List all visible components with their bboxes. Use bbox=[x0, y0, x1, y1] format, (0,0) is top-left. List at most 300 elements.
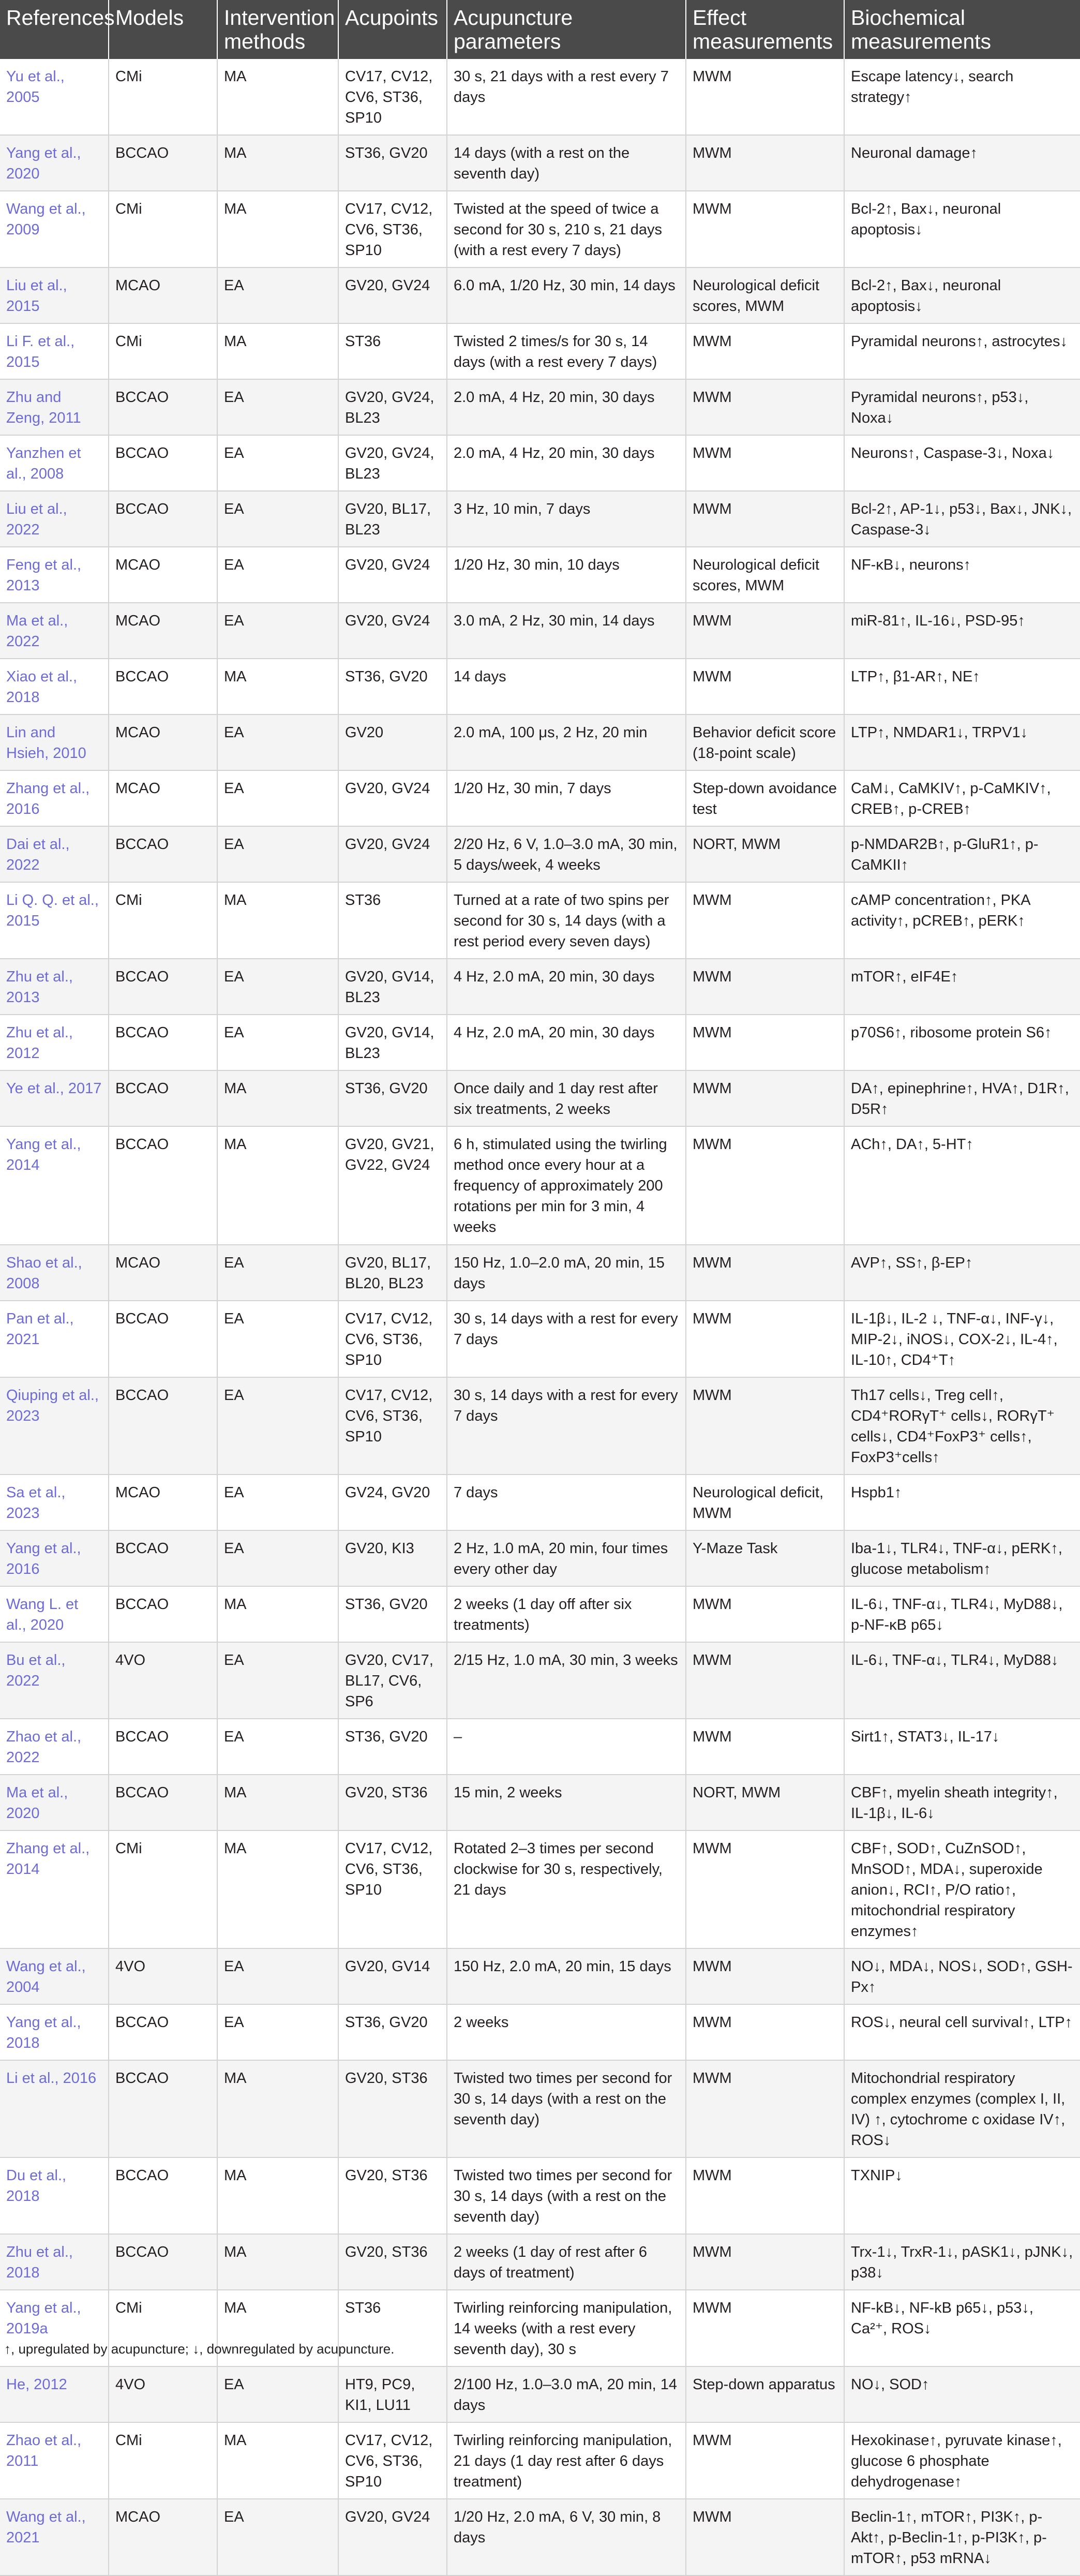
intervention-method-cell: EA bbox=[217, 1948, 338, 2004]
biochemical-measurements-cell: LTP↑, β1-AR↑, NE↑ bbox=[844, 659, 1080, 714]
effect-measurements-cell: MWM bbox=[686, 1301, 844, 1377]
intervention-method-cell: MA bbox=[217, 323, 338, 379]
reference-link[interactable]: Wang et al., 2004 bbox=[0, 1948, 109, 2004]
acupoints-cell: GV20, CV17, BL17, CV6, SP6 bbox=[338, 1642, 447, 1719]
effect-measurements-cell: MWM bbox=[686, 379, 844, 435]
acupuncture-parameters-cell: 2 weeks bbox=[447, 2004, 686, 2060]
reference-link[interactable]: Li Q. Q. et al., 2015 bbox=[0, 882, 109, 959]
table-row bbox=[0, 323, 1080, 379]
effect-measurements-cell: MWM bbox=[686, 2060, 844, 2157]
reference-link[interactable]: Zhang et al., 2016 bbox=[0, 770, 109, 826]
intervention-method-cell: EA bbox=[217, 1642, 338, 1719]
intervention-method-cell: MA bbox=[217, 2234, 338, 2290]
model-cell: BCCAO bbox=[109, 1775, 217, 1830]
biochemical-measurements-cell: Pyramidal neurons↑, p53↓, Noxa↓ bbox=[844, 379, 1080, 435]
table-row bbox=[0, 2157, 1080, 2234]
acupoints-cell: ST36, GV20 bbox=[338, 1719, 447, 1775]
reference-link[interactable]: Yang et al., 2014 bbox=[0, 1126, 109, 1244]
reference-link[interactable]: Ye et al., 2017 bbox=[0, 1070, 109, 1126]
intervention-method-cell: MA bbox=[217, 191, 338, 267]
model-cell: MCAO bbox=[109, 1245, 217, 1301]
effect-measurements-cell: MWM bbox=[686, 2422, 844, 2499]
effect-measurements-cell: Step-down apparatus bbox=[686, 2366, 844, 2422]
model-cell: BCCAO bbox=[109, 379, 217, 435]
reference-link[interactable]: Pan et al., 2021 bbox=[0, 1301, 109, 1377]
table-row bbox=[0, 2366, 1080, 2422]
table-row bbox=[0, 2060, 1080, 2157]
biochemical-measurements-cell: CaM↓, CaMKIV↑, p-CaMKIV↑, CREB↑, p-CREB↑ bbox=[844, 770, 1080, 826]
acupoints-cell: GV20, GV24 bbox=[338, 547, 447, 603]
effect-measurements-cell: MWM bbox=[686, 191, 844, 267]
model-cell: MCAO bbox=[109, 2499, 217, 2575]
acupoints-cell: GV20, KI3 bbox=[338, 1530, 447, 1586]
model-cell: BCCAO bbox=[109, 1070, 217, 1126]
acupuncture-parameters-cell: Rotated 2–3 times per second clockwise for 30 s, respectively, 21 days bbox=[447, 1830, 686, 1948]
acupuncture-parameters-cell: 1/20 Hz, 30 min, 10 days bbox=[447, 547, 686, 603]
acupuncture-parameters-cell: 2 weeks (1 day off after six treatments) bbox=[447, 1586, 686, 1642]
biochemical-measurements-cell: Hexokinase↑, pyruvate kinase↑, glucose 6 phosphate dehydrogenase↑ bbox=[844, 2422, 1080, 2499]
model-cell: BCCAO bbox=[109, 435, 217, 491]
model-cell: BCCAO bbox=[109, 2157, 217, 2234]
intervention-method-cell: EA bbox=[217, 770, 338, 826]
acupoints-cell: CV17, CV12, CV6, ST36, SP10 bbox=[338, 1301, 447, 1377]
reference-link[interactable]: Zhao et al., 2011 bbox=[0, 2422, 109, 2499]
table-row bbox=[0, 603, 1080, 659]
acupoints-cell: GV20, ST36 bbox=[338, 1775, 447, 1830]
intervention-method-cell: MA bbox=[217, 1070, 338, 1126]
table-header bbox=[0, 0, 1080, 59]
acupuncture-parameters-cell: 2/20 Hz, 6 V, 1.0–3.0 mA, 30 min, 5 days/week, 4 weeks bbox=[447, 826, 686, 882]
biochemical-measurements-cell: CBF↑, myelin sheath integrity↑, IL-1β↓, IL-6↓ bbox=[844, 1775, 1080, 1830]
table-row bbox=[0, 1301, 1080, 1377]
effect-measurements-cell: MWM bbox=[686, 1126, 844, 1244]
table-row bbox=[0, 1530, 1080, 1586]
intervention-method-cell: MA bbox=[217, 135, 338, 191]
biochemical-measurements-cell: Th17 cells↓, Treg cell↑, CD4⁺RORγT⁺ cells↓, RORγT⁺ cells↓, CD4⁺FoxP3⁺ cells↑, FoxP3⁺cells↑ bbox=[844, 1377, 1080, 1475]
acupuncture-parameters-cell: Once daily and 1 day rest after six treatments, 2 weeks bbox=[447, 1070, 686, 1126]
effect-measurements-cell: MWM bbox=[686, 59, 844, 135]
effect-measurements-cell: MWM bbox=[686, 1830, 844, 1948]
model-cell: BCCAO bbox=[109, 1530, 217, 1586]
table-row bbox=[0, 882, 1080, 959]
effect-measurements-cell: MWM bbox=[686, 1015, 844, 1070]
table-row bbox=[0, 1245, 1080, 1301]
intervention-method-cell: EA bbox=[217, 491, 338, 547]
intervention-method-cell: EA bbox=[217, 1301, 338, 1377]
effect-measurements-cell: MWM bbox=[686, 135, 844, 191]
reference-link[interactable]: Yang et al., 2020 bbox=[0, 135, 109, 191]
table-row bbox=[0, 1475, 1080, 1530]
acupuncture-parameters-cell: 7 days bbox=[447, 1475, 686, 1530]
acupoints-cell: GV20, GV24 bbox=[338, 267, 447, 323]
biochemical-measurements-cell: ROS↓, neural cell survival↑, LTP↑ bbox=[844, 2004, 1080, 2060]
biochemical-measurements-cell: Bcl-2↑, AP-1↓, p53↓, Bax↓, JNK↓, Caspase-3↓ bbox=[844, 491, 1080, 547]
table-row bbox=[0, 1719, 1080, 1775]
effect-measurements-cell: MWM bbox=[686, 1719, 844, 1775]
reference-link[interactable]: Wang L. et al., 2020 bbox=[0, 1586, 109, 1642]
biochemical-measurements-cell: ACh↑, DA↑, 5-HT↑ bbox=[844, 1126, 1080, 1244]
biochemical-measurements-cell: Mitochondrial respiratory complex enzymes (complex I, II, IV) ↑, cytochrome c oxidase IV↑, ROS↓ bbox=[844, 2060, 1080, 2157]
acupuncture-parameters-cell: 2 weeks (1 day of rest after 6 days of treatment) bbox=[447, 2234, 686, 2290]
biochemical-measurements-cell: NO↓, MDA↓, NOS↓, SOD↑, GSH-Px↑ bbox=[844, 1948, 1080, 2004]
model-cell: BCCAO bbox=[109, 2060, 217, 2157]
intervention-method-cell: MA bbox=[217, 2422, 338, 2499]
table-row bbox=[0, 826, 1080, 882]
intervention-method-cell: EA bbox=[217, 1015, 338, 1070]
reference-link[interactable]: Sa et al., 2023 bbox=[0, 1475, 109, 1530]
model-cell: BCCAO bbox=[109, 959, 217, 1015]
effect-measurements-cell: MWM bbox=[686, 2234, 844, 2290]
acupoints-cell: ST36, GV20 bbox=[338, 659, 447, 714]
reference-link[interactable]: Zhu et al., 2012 bbox=[0, 1015, 109, 1070]
biochemical-measurements-cell: NF-κB↓, neurons↑ bbox=[844, 547, 1080, 603]
acupuncture-parameters-cell: 30 s, 21 days with a rest every 7 days bbox=[447, 59, 686, 135]
table-row bbox=[0, 59, 1080, 135]
acupuncture-parameters-cell: Twisted two times per second for 30 s, 14 days (with a rest on the seventh day) bbox=[447, 2060, 686, 2157]
reference-link[interactable]: Ma et al., 2022 bbox=[0, 603, 109, 659]
model-cell: BCCAO bbox=[109, 1015, 217, 1070]
effect-measurements-cell: Neurological deficit, MWM bbox=[686, 1475, 844, 1530]
model-cell: BCCAO bbox=[109, 826, 217, 882]
model-cell: CMi bbox=[109, 2422, 217, 2499]
intervention-method-cell: EA bbox=[217, 603, 338, 659]
acupoints-cell: GV20, ST36 bbox=[338, 2157, 447, 2234]
acupoints-cell: CV17, CV12, CV6, ST36, SP10 bbox=[338, 1830, 447, 1948]
table-row bbox=[0, 379, 1080, 435]
acupoints-cell: GV20, BL17, BL20, BL23 bbox=[338, 1245, 447, 1301]
reference-link[interactable]: Xiao et al., 2018 bbox=[0, 659, 109, 714]
effect-measurements-cell: MWM bbox=[686, 2290, 844, 2366]
model-cell: BCCAO bbox=[109, 1719, 217, 1775]
intervention-method-cell: EA bbox=[217, 547, 338, 603]
intervention-method-cell: MA bbox=[217, 2060, 338, 2157]
biochemical-measurements-cell: Sirt1↑, STAT3↓, IL-17↓ bbox=[844, 1719, 1080, 1775]
effect-measurements-cell: Neurological deficit scores, MWM bbox=[686, 267, 844, 323]
effect-measurements-cell: MWM bbox=[686, 1070, 844, 1126]
model-cell: CMi bbox=[109, 191, 217, 267]
biochemical-measurements-cell: Pyramidal neurons↑, astrocytes↓ bbox=[844, 323, 1080, 379]
acupoints-cell: GV20, ST36 bbox=[338, 2060, 447, 2157]
effect-measurements-cell: MWM bbox=[686, 2157, 844, 2234]
acupoints-cell: GV20, BL17, BL23 bbox=[338, 491, 447, 547]
table-row bbox=[0, 1830, 1080, 1948]
acupuncture-parameters-cell: 2.0 mA, 4 Hz, 20 min, 30 days bbox=[447, 379, 686, 435]
acupoints-cell: GV20, GV24 bbox=[338, 826, 447, 882]
model-cell: MCAO bbox=[109, 714, 217, 770]
acupoints-cell: GV20, GV21, GV22, GV24 bbox=[338, 1126, 447, 1244]
effect-measurements-cell: MWM bbox=[686, 2004, 844, 2060]
effect-measurements-cell: MWM bbox=[686, 1948, 844, 2004]
effect-measurements-cell: MWM bbox=[686, 323, 844, 379]
biochemical-measurements-cell: IL-6↓, TNF-α↓, TLR4↓, MyD88↓, p-NF-κB p65↓ bbox=[844, 1586, 1080, 1642]
effect-measurements-cell: Neurological deficit scores, MWM bbox=[686, 547, 844, 603]
acupuncture-parameters-cell: 6 h, stimulated using the twirling method once every hour at a frequency of approximately 200 rotations per min for 3 min, 4 weeks bbox=[447, 1126, 686, 1244]
acupoints-cell: GV20, ST36 bbox=[338, 2234, 447, 2290]
effect-measurements-cell: MWM bbox=[686, 1245, 844, 1301]
reference-link[interactable]: Yanzhen et al., 2008 bbox=[0, 435, 109, 491]
intervention-method-cell: MA bbox=[217, 1830, 338, 1948]
intervention-method-cell: MA bbox=[217, 1126, 338, 1244]
biochemical-measurements-cell: Iba-1↓, TLR4↓, TNF-α↓, pERK↑, glucose metabolism↑ bbox=[844, 1530, 1080, 1586]
reference-link[interactable]: Yang et al., 2016 bbox=[0, 1530, 109, 1586]
acupuncture-parameters-cell: Twisted at the speed of twice a second for 30 s, 210 s, 21 days (with a rest every 7 days) bbox=[447, 191, 686, 267]
reference-link[interactable]: Liu et al., 2022 bbox=[0, 491, 109, 547]
acupuncture-parameters-cell: 1/20 Hz, 30 min, 7 days bbox=[447, 770, 686, 826]
reference-link[interactable]: He, 2012 bbox=[0, 2366, 109, 2422]
acupuncture-parameters-cell: Twisted two times per second for 30 s, 14 days (with a rest on the seventh day) bbox=[447, 2157, 686, 2234]
acupoints-cell: ST36, GV20 bbox=[338, 1586, 447, 1642]
effect-measurements-cell: MWM bbox=[686, 1377, 844, 1475]
table-footnote: ↑, upregulated by acupuncture; ↓, downregulated by acupuncture. bbox=[4, 2341, 395, 2357]
biochemical-measurements-cell: Neuronal damage↑ bbox=[844, 135, 1080, 191]
reference-link[interactable]: Dai et al., 2022 bbox=[0, 826, 109, 882]
acupoints-cell: CV17, CV12, CV6, ST36, SP10 bbox=[338, 1377, 447, 1475]
effect-measurements-cell: MWM bbox=[686, 1586, 844, 1642]
biochemical-measurements-cell: Bcl-2↑, Bax↓, neuronal apoptosis↓ bbox=[844, 267, 1080, 323]
model-cell: MCAO bbox=[109, 547, 217, 603]
header-biochemical-measurements: Biochemical measurements bbox=[844, 0, 1080, 59]
reference-link[interactable]: Feng et al., 2013 bbox=[0, 547, 109, 603]
acupoints-cell: CV17, CV12, CV6, ST36, SP10 bbox=[338, 59, 447, 135]
biochemical-measurements-cell: p-NMDAR2B↑, p-GluR1↑, p-CaMKII↑ bbox=[844, 826, 1080, 882]
biochemical-measurements-cell: IL-6↓, TNF-α↓, TLR4↓, MyD88↓ bbox=[844, 1642, 1080, 1719]
reference-link[interactable]: Zhu and Zeng, 2011 bbox=[0, 379, 109, 435]
intervention-method-cell: EA bbox=[217, 959, 338, 1015]
intervention-method-cell: MA bbox=[217, 659, 338, 714]
model-cell: MCAO bbox=[109, 603, 217, 659]
model-cell: BCCAO bbox=[109, 2234, 217, 2290]
table-row bbox=[0, 435, 1080, 491]
model-cell: BCCAO bbox=[109, 135, 217, 191]
model-cell: BCCAO bbox=[109, 1301, 217, 1377]
table-row bbox=[0, 547, 1080, 603]
table-row bbox=[0, 135, 1080, 191]
model-cell: 4VO bbox=[109, 1642, 217, 1719]
reference-link[interactable]: Li et al., 2016 bbox=[0, 2060, 109, 2157]
acupuncture-parameters-cell: Twirling reinforcing manipulation, 21 days (1 day rest after 6 days treatment) bbox=[447, 2422, 686, 2499]
acupuncture-parameters-cell: 6.0 mA, 1/20 Hz, 30 min, 14 days bbox=[447, 267, 686, 323]
acupoints-cell: ST36, GV20 bbox=[338, 135, 447, 191]
reference-link[interactable]: Wang et al., 2021 bbox=[0, 2499, 109, 2575]
acupoints-cell: GV20, GV24, BL23 bbox=[338, 379, 447, 435]
table-row bbox=[0, 1586, 1080, 1642]
intervention-method-cell: MA bbox=[217, 2290, 338, 2366]
model-cell: MCAO bbox=[109, 267, 217, 323]
intervention-method-cell: EA bbox=[217, 826, 338, 882]
acupoints-cell: CV17, CV12, CV6, ST36, SP10 bbox=[338, 2422, 447, 2499]
reference-link[interactable]: Yu et al., 2005 bbox=[0, 59, 109, 135]
reference-link[interactable]: Qiuping et al., 2023 bbox=[0, 1377, 109, 1475]
table-row bbox=[0, 2004, 1080, 2060]
biochemical-measurements-cell: DA↑, epinephrine↑, HVA↑, D1R↑, D5R↑ bbox=[844, 1070, 1080, 1126]
reference-link[interactable]: Du et al., 2018 bbox=[0, 2157, 109, 2234]
intervention-method-cell: EA bbox=[217, 714, 338, 770]
acupuncture-parameters-cell: Twirling reinforcing manipulation, 14 weeks (with a rest every seventh day), 30 s bbox=[447, 2290, 686, 2366]
acupoints-cell: GV20, GV24 bbox=[338, 770, 447, 826]
table-row bbox=[0, 491, 1080, 547]
intervention-method-cell: MA bbox=[217, 2157, 338, 2234]
acupoints-cell: ST36 bbox=[338, 323, 447, 379]
intervention-method-cell: EA bbox=[217, 435, 338, 491]
model-cell: BCCAO bbox=[109, 659, 217, 714]
intervention-method-cell: EA bbox=[217, 1377, 338, 1475]
biochemical-measurements-cell: NO↓, SOD↑ bbox=[844, 2366, 1080, 2422]
reference-link[interactable]: Zhang et al., 2014 bbox=[0, 1830, 109, 1948]
model-cell: BCCAO bbox=[109, 1126, 217, 1244]
intervention-method-cell: EA bbox=[217, 267, 338, 323]
reference-link[interactable]: Yang et al., 2019a bbox=[0, 2290, 109, 2366]
effect-measurements-cell: MWM bbox=[686, 435, 844, 491]
effect-measurements-cell: MWM bbox=[686, 491, 844, 547]
biochemical-measurements-cell: CBF↑, SOD↑, CuZnSOD↑, MnSOD↑, MDA↓, superoxide anion↓, RCI↑, P/O ratio↑, mitochondrial respiratory enzymes↑ bbox=[844, 1830, 1080, 1948]
acupoints-cell: ST36, GV20 bbox=[338, 1070, 447, 1126]
acupuncture-parameters-cell: 2/100 Hz, 1.0–3.0 mA, 20 min, 14 days bbox=[447, 2366, 686, 2422]
model-cell: BCCAO bbox=[109, 1377, 217, 1475]
table-row bbox=[0, 959, 1080, 1015]
intervention-method-cell: MA bbox=[217, 1775, 338, 1830]
biochemical-measurements-cell: miR-81↑, IL-16↓, PSD-95↑ bbox=[844, 603, 1080, 659]
intervention-method-cell: EA bbox=[217, 1719, 338, 1775]
acupuncture-parameters-cell: 3 Hz, 10 min, 7 days bbox=[447, 491, 686, 547]
acupuncture-parameters-cell: 3.0 mA, 2 Hz, 30 min, 14 days bbox=[447, 603, 686, 659]
biochemical-measurements-cell: AVP↑, SS↑, β-EP↑ bbox=[844, 1245, 1080, 1301]
acupuncture-parameters-cell: 2.0 mA, 4 Hz, 20 min, 30 days bbox=[447, 435, 686, 491]
acupoints-cell: GV20, GV14, BL23 bbox=[338, 1015, 447, 1070]
biochemical-measurements-cell: IL-1β↓, IL-2 ↓, TNF-α↓, INF-γ↓, MIP-2↓, iNOS↓, COX-2↓, IL-4↑, IL-10↑, CD4⁺T↑ bbox=[844, 1301, 1080, 1377]
reference-link[interactable]: Zhao et al., 2022 bbox=[0, 1719, 109, 1775]
table-row bbox=[0, 2499, 1080, 2575]
biochemical-measurements-cell: Bcl-2↑, Bax↓, neuronal apoptosis↓ bbox=[844, 191, 1080, 267]
model-cell: 4VO bbox=[109, 2366, 217, 2422]
acupoints-cell: ST36 bbox=[338, 2290, 447, 2366]
acupoints-cell: HT9, PC9, KI1, LU11 bbox=[338, 2366, 447, 2422]
reference-link[interactable]: Lin and Hsieh, 2010 bbox=[0, 714, 109, 770]
model-cell: CMi bbox=[109, 323, 217, 379]
acupuncture-parameters-cell: 2.0 mA, 100 μs, 2 Hz, 20 min bbox=[447, 714, 686, 770]
model-cell: 4VO bbox=[109, 1948, 217, 2004]
acupoints-cell: ST36, GV20 bbox=[338, 2004, 447, 2060]
reference-link[interactable]: Wang et al., 2009 bbox=[0, 191, 109, 267]
biochemical-measurements-cell: Neurons↑, Caspase-3↓, Noxa↓ bbox=[844, 435, 1080, 491]
intervention-method-cell: EA bbox=[217, 2004, 338, 2060]
reference-link[interactable]: Ma et al., 2020 bbox=[0, 1775, 109, 1830]
intervention-method-cell: MA bbox=[217, 59, 338, 135]
effect-measurements-cell: MWM bbox=[686, 882, 844, 959]
acupoints-cell: GV20, GV14 bbox=[338, 1948, 447, 2004]
effect-measurements-cell: NORT, MWM bbox=[686, 1775, 844, 1830]
intervention-method-cell: EA bbox=[217, 1475, 338, 1530]
acupoints-cell: GV20, GV24 bbox=[338, 603, 447, 659]
intervention-method-cell: EA bbox=[217, 2499, 338, 2575]
header-acupuncture-parameters: Acupuncture parameters bbox=[447, 0, 686, 59]
intervention-method-cell: EA bbox=[217, 379, 338, 435]
intervention-method-cell: EA bbox=[217, 2366, 338, 2422]
effect-measurements-cell: NORT, MWM bbox=[686, 826, 844, 882]
reference-link[interactable]: Yang et al., 2018 bbox=[0, 2004, 109, 2060]
table-row bbox=[0, 1126, 1080, 1244]
reference-link[interactable]: Shao et al., 2008 bbox=[0, 1245, 109, 1301]
table-row bbox=[0, 1642, 1080, 1719]
acupuncture-parameters-cell: 4 Hz, 2.0 mA, 20 min, 30 days bbox=[447, 959, 686, 1015]
acupoints-cell: GV20 bbox=[338, 714, 447, 770]
table-row bbox=[0, 770, 1080, 826]
intervention-method-cell: EA bbox=[217, 1245, 338, 1301]
header-acupoints: Acupoints bbox=[338, 0, 447, 59]
acupuncture-parameters-cell: 1/20 Hz, 2.0 mA, 6 V, 30 min, 8 days bbox=[447, 2499, 686, 2575]
model-cell: BCCAO bbox=[109, 491, 217, 547]
model-cell: MCAO bbox=[109, 770, 217, 826]
effect-measurements-cell: MWM bbox=[686, 2499, 844, 2575]
biochemical-measurements-cell: Trx-1↓, TrxR-1↓, pASK1↓, pJNK↓, p38↓ bbox=[844, 2234, 1080, 2290]
header-intervention-methods: Intervention methods bbox=[217, 0, 338, 59]
acupoints-cell: GV20, GV24, BL23 bbox=[338, 435, 447, 491]
acupuncture-parameters-cell: Twisted 2 times/s for 30 s, 14 days (with a rest every 7 days) bbox=[447, 323, 686, 379]
acupuncture-parameters-cell: – bbox=[447, 1719, 686, 1775]
reference-link[interactable]: Zhu et al., 2013 bbox=[0, 959, 109, 1015]
biochemical-measurements-cell: Beclin-1↑, mTOR↑, PI3K↑, p-Akt↑, p-Beclin-1↑, p-PI3K↑, p-mTOR↑, p53 mRNA↓ bbox=[844, 2499, 1080, 2575]
table-row bbox=[0, 1948, 1080, 2004]
acupuncture-parameters-cell: Turned at a rate of two spins per second for 30 s, 14 days (with a rest period every seven days) bbox=[447, 882, 686, 959]
acupoints-cell: CV17, CV12, CV6, ST36, SP10 bbox=[338, 191, 447, 267]
reference-link[interactable]: Zhu et al., 2018 bbox=[0, 2234, 109, 2290]
table-row bbox=[0, 1070, 1080, 1126]
effect-measurements-cell: MWM bbox=[686, 603, 844, 659]
acupuncture-parameters-cell: 14 days (with a rest on the seventh day) bbox=[447, 135, 686, 191]
acupoints-cell: GV24, GV20 bbox=[338, 1475, 447, 1530]
biochemical-measurements-cell: Escape latency↓, search strategy↑ bbox=[844, 59, 1080, 135]
biochemical-measurements-cell: TXNIP↓ bbox=[844, 2157, 1080, 2234]
effect-measurements-cell: MWM bbox=[686, 659, 844, 714]
table-row bbox=[0, 1775, 1080, 1830]
acupuncture-parameters-cell: 2 Hz, 1.0 mA, 20 min, four times every other day bbox=[447, 1530, 686, 1586]
model-cell: CMi bbox=[109, 882, 217, 959]
header-models: Models bbox=[109, 0, 217, 59]
acupuncture-parameters-cell: 150 Hz, 1.0–2.0 mA, 20 min, 15 days bbox=[447, 1245, 686, 1301]
effect-measurements-cell: MWM bbox=[686, 959, 844, 1015]
table-row bbox=[0, 2422, 1080, 2499]
effect-measurements-cell: Step-down avoidance test bbox=[686, 770, 844, 826]
table-row bbox=[0, 1015, 1080, 1070]
acupuncture-parameters-cell: 4 Hz, 2.0 mA, 20 min, 30 days bbox=[447, 1015, 686, 1070]
reference-link[interactable]: Liu et al., 2015 bbox=[0, 267, 109, 323]
biochemical-measurements-cell: p70S6↑, ribosome protein S6↑ bbox=[844, 1015, 1080, 1070]
acupuncture-parameters-cell: 2/15 Hz, 1.0 mA, 30 min, 3 weeks bbox=[447, 1642, 686, 1719]
intervention-method-cell: MA bbox=[217, 882, 338, 959]
acupuncture-parameters-cell: 150 Hz, 2.0 mA, 20 min, 15 days bbox=[447, 1948, 686, 2004]
model-cell: BCCAO bbox=[109, 2004, 217, 2060]
acupuncture-parameters-cell: 30 s, 14 days with a rest for every 7 days bbox=[447, 1301, 686, 1377]
effect-measurements-cell: MWM bbox=[686, 1642, 844, 1719]
effect-measurements-cell: Behavior deficit score (18-point scale) bbox=[686, 714, 844, 770]
model-cell: BCCAO bbox=[109, 1586, 217, 1642]
acupuncture-parameters-cell: 15 min, 2 weeks bbox=[447, 1775, 686, 1830]
acupuncture-parameters-cell: 30 s, 14 days with a rest for every 7 days bbox=[447, 1377, 686, 1475]
reference-link[interactable]: Li F. et al., 2015 bbox=[0, 323, 109, 379]
acupoints-cell: GV20, GV14, BL23 bbox=[338, 959, 447, 1015]
reference-link[interactable]: Bu et al., 2022 bbox=[0, 1642, 109, 1719]
model-cell: CMi bbox=[109, 2290, 217, 2366]
model-cell: MCAO bbox=[109, 1475, 217, 1530]
table-row bbox=[0, 267, 1080, 323]
table-body bbox=[0, 59, 1080, 2575]
biochemical-measurements-cell: LTP↑, NMDAR1↓, TRPV1↓ bbox=[844, 714, 1080, 770]
table-row bbox=[0, 1377, 1080, 1475]
biochemical-measurements-cell: Hspb1↑ bbox=[844, 1475, 1080, 1530]
header-references: References bbox=[0, 0, 109, 59]
model-cell: CMi bbox=[109, 59, 217, 135]
table-row bbox=[0, 2234, 1080, 2290]
model-cell: CMi bbox=[109, 1830, 217, 1948]
